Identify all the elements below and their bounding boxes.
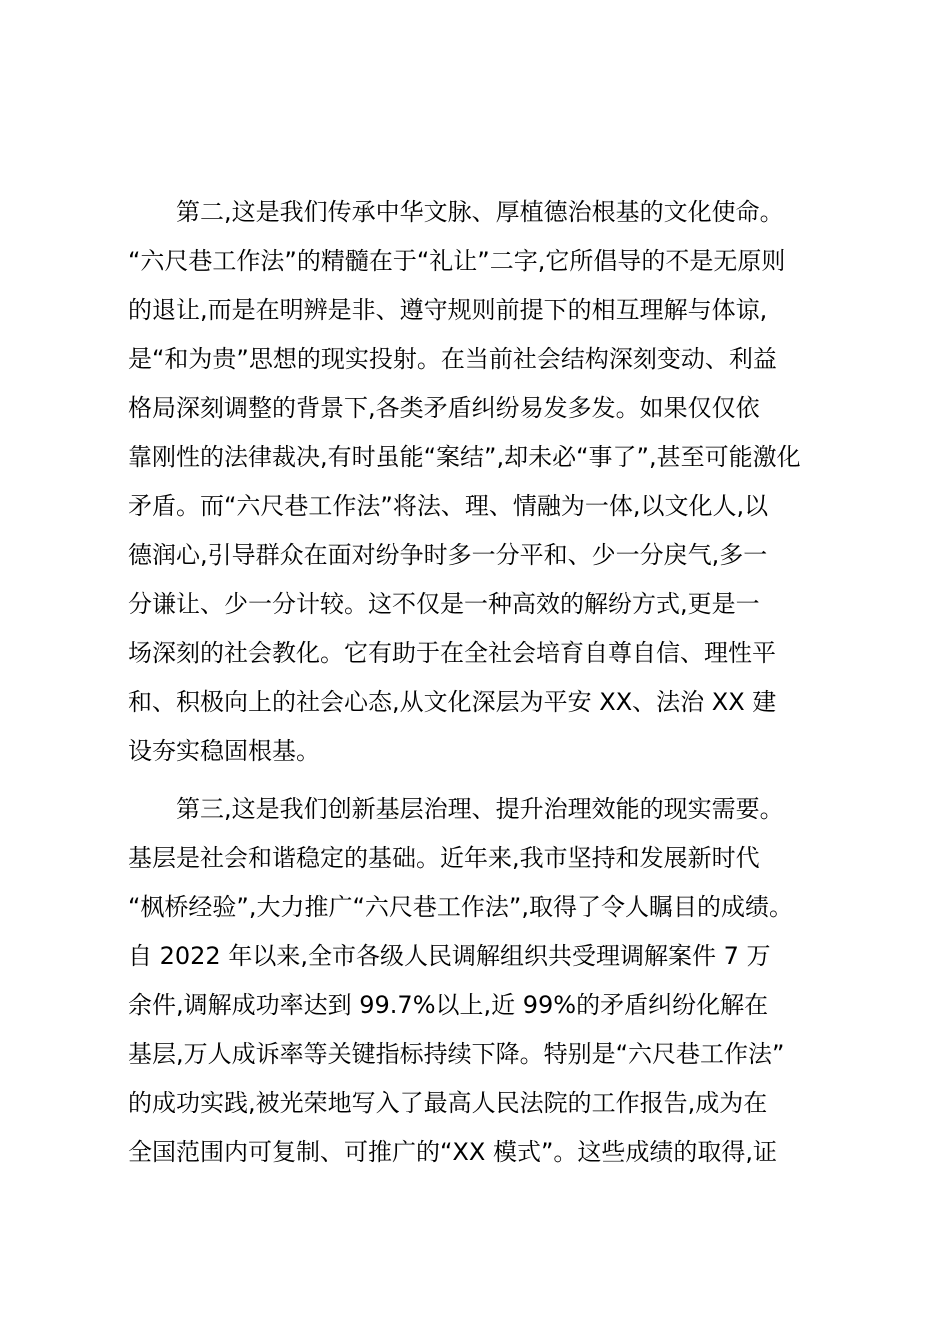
paragraph-second [128, 188, 833, 776]
paragraph-third [128, 785, 833, 1177]
text-line: 靠刚性的法律裁决,有时虽能“案结”,却未必“事了”,甚至可能激化 [128, 443, 801, 471]
text-line: 自 2022 年以来,全市各级人民调解组织共受理调解案件 7 万 [128, 942, 771, 970]
paragraph-spacer [128, 776, 833, 785]
text-line: 矛盾。而“六尺巷工作法”将法、理、情融为一体,以文化人,以 [128, 492, 769, 520]
text-line: 第二,这是我们传承中华文脉、厚植德治根基的文化使命。 [176, 198, 784, 226]
text-line: 基层是社会和谐稳定的基础。近年来,我市坚持和发展新时代 [128, 844, 760, 872]
text-line: 和、积极向上的社会心态,从文化深层为平安 XX、法治 XX 建 [128, 688, 777, 716]
body-text [128, 188, 833, 1177]
text-line: 基层,万人成诉率等关键指标持续下降。特别是“六尺巷工作法” [128, 1040, 785, 1068]
text-line: 设夯实稳固根基。 [128, 737, 320, 765]
text-line: 是“和为贵”思想的现实投射。在当前社会结构深刻变动、利益 [128, 345, 777, 373]
text-line: 格局深刻调整的背景下,各类矛盾纠纷易发多发。如果仅仅依 [128, 394, 760, 422]
text-line: 的成功实践,被光荣地写入了最高人民法院的工作报告,成为在 [128, 1089, 768, 1117]
text-line: 德润心,引导群众在面对纷争时多一分平和、少一分戾气,多一 [128, 541, 768, 569]
text-line: “六尺巷工作法”的精髓在于“礼让”二字,它所倡导的不是无原则 [128, 247, 786, 275]
text-line: 分谦让、少一分计较。这不仅是一种高效的解纷方式,更是一 [128, 590, 760, 618]
text-line: “枫桥经验”,大力推广“六尺巷工作法”,取得了令人瞩目的成绩。 [128, 893, 793, 921]
text-line: 场深刻的社会教化。它有助于在全社会培育自尊自信、理性平 [128, 639, 776, 667]
text-line: 第三,这是我们创新基层治理、提升治理效能的现实需要。 [176, 795, 784, 823]
text-line: 的退让,而是在明辨是非、遵守规则前提下的相互理解与体谅, [128, 296, 768, 324]
text-line: 余件,调解成功率达到 99.7%以上,近 99%的矛盾纠纷化解在 [128, 991, 769, 1019]
text-line: 全国范围内可复制、可推广的“XX 模式”。这些成绩的取得,证 [128, 1138, 778, 1166]
